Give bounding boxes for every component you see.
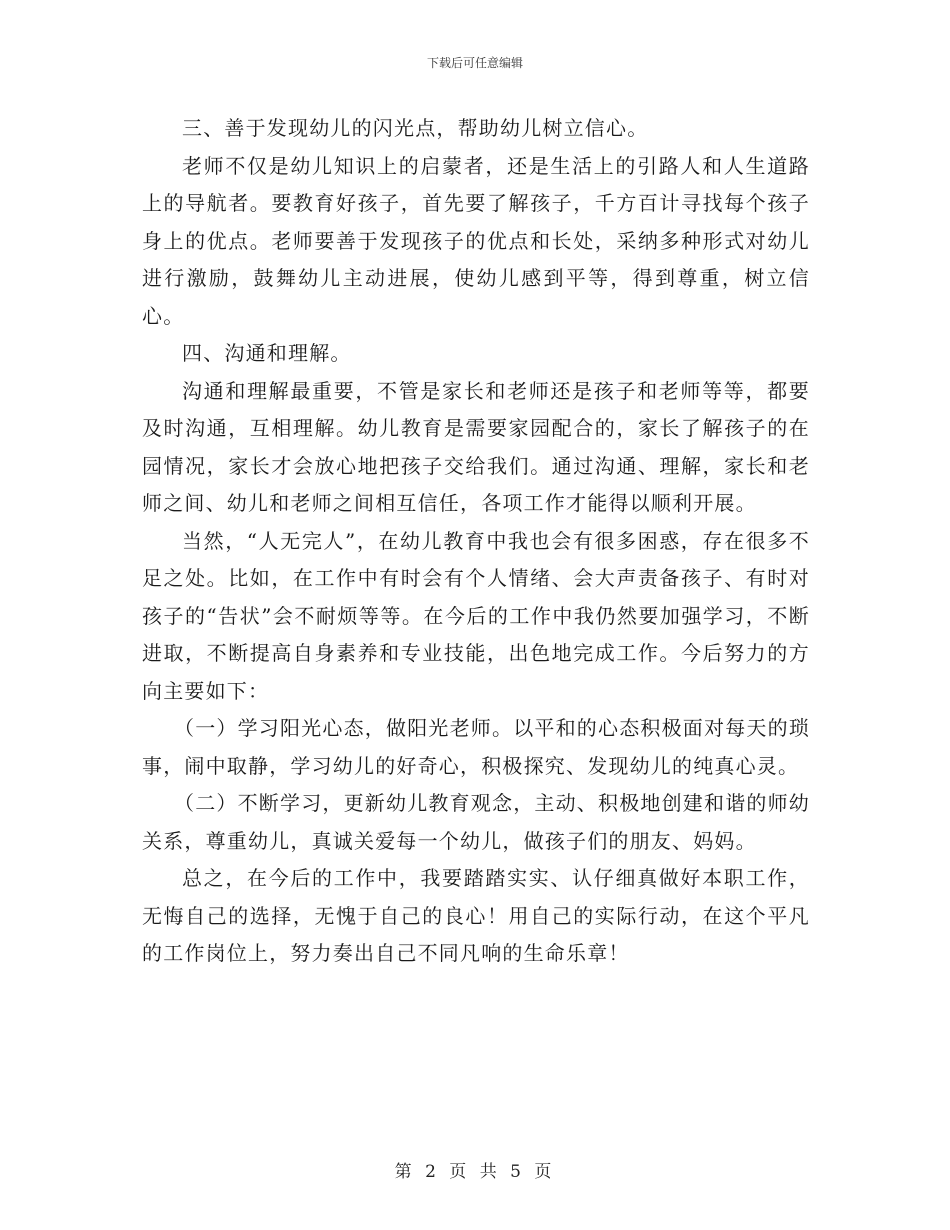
list-item-1: （一）学习阳光心态，做阳光老师。以平和的心态积极面对每天的琐事，闹中取静，学习幼儿的好奇心，积极探究、发现幼儿的纯真心灵。 [142,716,810,778]
page-number-footer: 第 2 页 共 5 页 [394,1162,556,1182]
paragraph: 老师不仅是幼儿知识上的启蒙者，还是生活上的引路人和人生道路上的导航者。要教育好孩子，首先要了解孩子，千方百计寻找每个孩子身上的优点。老师要善于发现孩子的优点和长处，采纳多种形式对幼儿进行激励，鼓舞幼儿主动进展，使幼儿感到平等，得到尊重，树立信心。 [142,153,810,328]
document-body [142,110,810,973]
paragraph: 沟通和理解最重要，不管是家长和老师还是孩子和老师等等，都要及时沟通，互相理解。幼儿教育是需要家园配合的，家长了解孩子的在园情况，家长才会放心地把孩子交给我们。通过沟通、理解，家长和老师之间、幼儿和老师之间相互信任，各项工作才能得以顺利开展。 [142,378,810,515]
header-note: 下载后可任意编辑 [426,56,523,70]
paragraph-conclusion: 总之，在今后的工作中，我要踏踏实实、认仔细真做好本职工作，无悔自己的选择，无愧于自己的良心！用自己的实际行动，在这个平凡的工作岗位上，努力奏出自己不同凡响的生命乐章！ [142,866,810,965]
list-item-2: （二）不断学习，更新幼儿教育观念，主动、积极地创建和谐的师幼关系，尊重幼儿，真诚关爱每一个幼儿，做孩子们的朋友、妈妈。 [142,791,810,853]
section-heading-4: 四、沟通和理解。 [182,341,352,365]
paragraph: 当然，“人无完人”，在幼儿教育中我也会有很多困惑，存在很多不足之处。比如，在工作中有时会有个人情绪、会大声责备孩子、有时对孩子的“告状”会不耐烦等等。在今后的工作中我仍然要加强学习，不断进取，不断提高自身素养和专业技能，出色地完成工作。今后努力的方向主要如下： [142,528,810,703]
section-heading-3: 三、善于发现幼儿的闪光点，帮助幼儿树立信心。 [182,116,649,140]
